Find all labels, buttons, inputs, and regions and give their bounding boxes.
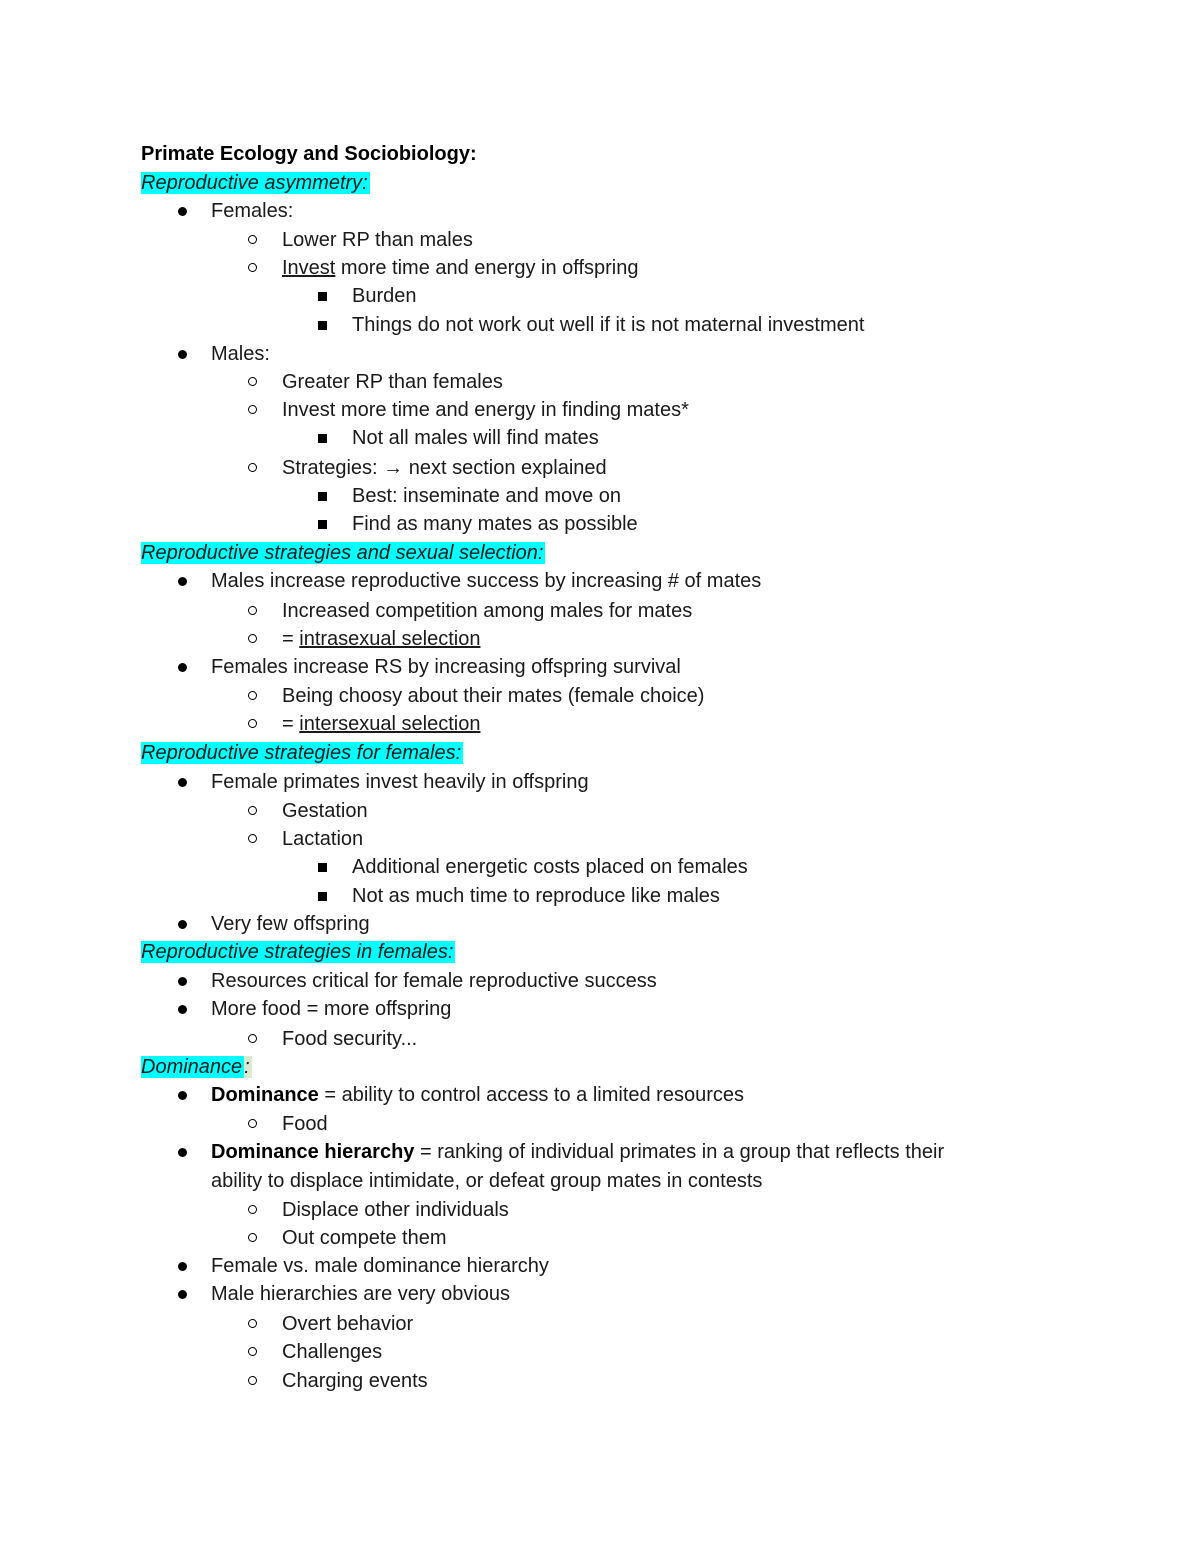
section-heading-sexual-selection: [141, 539, 545, 567]
bullet-circle-icon: [248, 463, 257, 472]
underlined-term: intrasexual selection: [299, 628, 481, 650]
list-item: Burden: [352, 285, 417, 307]
bullet-circle-icon: [248, 1205, 257, 1214]
list-item: Food security...: [282, 1028, 418, 1050]
equals-sign: =: [282, 713, 300, 735]
list-item: Very few offspring: [211, 913, 370, 935]
list-item: Overt behavior: [282, 1313, 414, 1335]
bullet-square-icon: [318, 492, 327, 501]
bullet-disc-icon: [178, 977, 187, 986]
list-item: Not as much time to reproduce like males: [352, 885, 720, 907]
bullet-square-icon: [318, 520, 327, 529]
bullet-square-icon: [318, 863, 327, 872]
list-item: Find as many mates as possible: [352, 513, 638, 535]
bullet-disc-icon: [178, 920, 187, 929]
underlined-term: Invest: [282, 257, 336, 279]
list-item: Males increase reproductive success by increasing # of mates: [211, 570, 762, 592]
list-item: Female primates invest heavily in offspring: [211, 771, 589, 793]
list-item: [282, 710, 480, 738]
bullet-disc-icon: [178, 1148, 187, 1157]
bullet-square-icon: [318, 292, 327, 301]
list-item: Not all males will find mates: [352, 427, 599, 449]
section-heading-dominance: [141, 1053, 252, 1081]
list-item: [211, 1138, 944, 1166]
list-item: Males:: [211, 343, 270, 365]
bullet-circle-icon: [248, 606, 257, 615]
section-heading-strategies-in-females: [141, 938, 455, 966]
bold-term: Dominance hierarchy: [211, 1141, 415, 1163]
bullet-disc-icon: [178, 663, 187, 672]
bullet-circle-icon: [248, 634, 257, 643]
list-item: Resources critical for female reproductive success: [211, 970, 657, 992]
bullet-square-icon: [318, 892, 327, 901]
bullet-circle-icon: [248, 405, 257, 414]
bullet-circle-icon: [248, 1376, 257, 1385]
list-item: Lactation: [282, 828, 364, 850]
bold-term: Dominance: [211, 1084, 319, 1106]
bullet-circle-icon: [248, 235, 257, 244]
list-item: Additional energetic costs placed on females: [352, 856, 748, 878]
highlighted-heading: Reproductive asymmetry:: [141, 172, 368, 194]
bullet-disc-icon: [178, 350, 187, 359]
highlighted-heading: Reproductive strategies for females:: [141, 742, 462, 764]
bullet-disc-icon: [178, 1091, 187, 1100]
list-item: Females increase RS by increasing offspring survival: [211, 656, 681, 678]
list-item: Charging events: [282, 1370, 428, 1392]
bullet-circle-icon: [248, 1034, 257, 1043]
highlighted-heading: Dominance: [141, 1056, 243, 1078]
list-item: Female vs. male dominance hierarchy: [211, 1255, 549, 1277]
list-item: Invest more time and energy in finding mates*: [282, 399, 689, 421]
list-item: Increased competition among males for mates: [282, 600, 693, 622]
bullet-disc-icon: [178, 207, 187, 216]
bullet-disc-icon: [178, 1262, 187, 1271]
highlighted-heading: Reproductive strategies in females:: [141, 941, 454, 963]
list-item: Male hierarchies are very obvious: [211, 1283, 511, 1305]
bullet-circle-icon: [248, 1319, 257, 1328]
list-item: Greater RP than females: [282, 371, 503, 393]
bullet-disc-icon: [178, 577, 187, 586]
underlined-term: intersexual selection: [299, 713, 481, 735]
bullet-circle-icon: [248, 806, 257, 815]
definition-text: = ability to control access to a limited resources: [318, 1084, 744, 1106]
bullet-disc-icon: [178, 1005, 187, 1014]
list-item: Strategies: → next section explained: [282, 457, 607, 479]
bullet-circle-icon: [248, 691, 257, 700]
highlighted-heading: Reproductive strategies and sexual selection:: [141, 542, 544, 564]
bullet-circle-icon: [248, 1119, 257, 1128]
list-item: Challenges: [282, 1341, 383, 1363]
bullet-circle-icon: [248, 377, 257, 386]
list-item: [282, 625, 480, 653]
list-item: Gestation: [282, 800, 368, 822]
bullet-circle-icon: [248, 834, 257, 843]
bullet-circle-icon: [248, 263, 257, 272]
list-item: [282, 254, 638, 282]
highlighted-colon: :: [244, 1056, 250, 1078]
list-item: Lower RP than males: [282, 229, 473, 251]
bullet-circle-icon: [248, 719, 257, 728]
definition-text: = ranking of individual primates in a group that reflects their: [414, 1141, 945, 1163]
bullet-disc-icon: [178, 1290, 187, 1299]
list-item: Food: [282, 1113, 328, 1135]
list-item: Females:: [211, 200, 294, 222]
equals-sign: =: [282, 628, 300, 650]
section-heading-strategies-for-females: [141, 739, 463, 767]
list-item: More food = more offspring: [211, 998, 452, 1020]
bullet-circle-icon: [248, 1233, 257, 1242]
list-item: Being choosy about their mates (female choice): [282, 685, 705, 707]
bullet-square-icon: [318, 321, 327, 330]
list-item-text: more time and energy in offspring: [335, 257, 639, 279]
list-item: Out compete them: [282, 1227, 447, 1249]
bullet-disc-icon: [178, 778, 187, 787]
bullet-square-icon: [318, 434, 327, 443]
section-heading-reproductive-asymmetry: [141, 169, 370, 197]
list-item: Things do not work out well if it is not maternal investment: [352, 314, 865, 336]
list-item: Best: inseminate and move on: [352, 485, 622, 507]
bullet-circle-icon: [248, 1347, 257, 1356]
page-title: Primate Ecology and Sociobiology:: [141, 143, 477, 165]
list-item-continuation: ability to displace intimidate, or defeat group mates in contests: [211, 1170, 763, 1192]
list-item: [211, 1081, 744, 1109]
list-item: Displace other individuals: [282, 1199, 509, 1221]
